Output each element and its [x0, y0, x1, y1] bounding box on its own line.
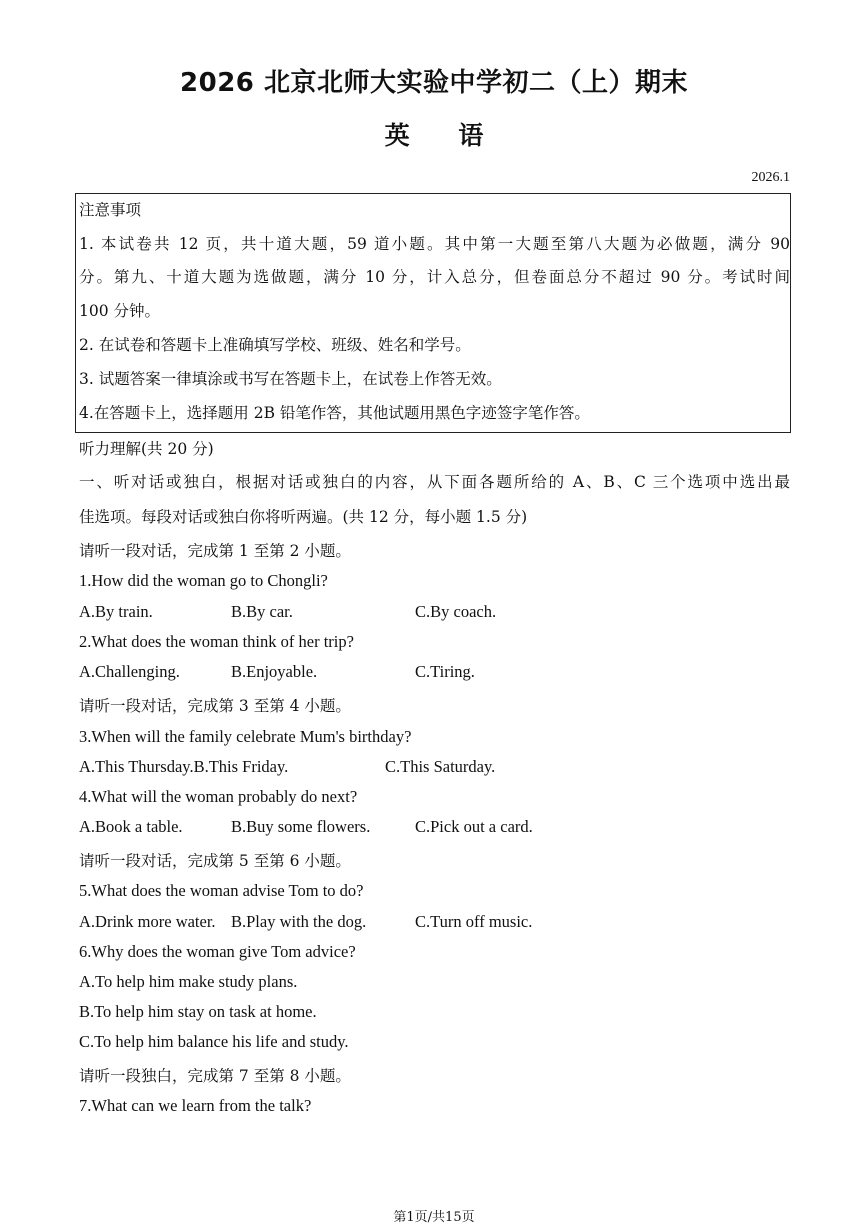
question-2: 2.What does the woman think of her trip? [79, 632, 354, 651]
notice-heading: 注意事项 [79, 201, 142, 219]
section-instruction-1: 一、听对话或独白，根据对话或独白的内容，从下面各题所给的 A、B、C 三个选项中选出最 [79, 473, 790, 491]
notice-box [75, 193, 791, 433]
section-instruction-2: 佳选项。每段对话或独白你将听两遍。(共 12 分，每小题 1.5 分) [79, 508, 528, 526]
q4-option-a: A.Book a table. [79, 817, 183, 836]
q6-option-c: C.To help him balance his life and study. [79, 1032, 349, 1051]
q1-option-a: A.By train. [79, 602, 153, 621]
q3-option-ab: A.This Thursday.B.This Friday. [79, 757, 289, 776]
notice-line-2: 分。第九、十道大题为选做题，满分 10 分，计入总分，但卷面总分不超过 90 分。考试时间 [79, 268, 790, 286]
q4-option-c: C.Pick out a card. [415, 817, 533, 836]
q2-option-a: A.Challenging. [79, 662, 180, 681]
question-1: 1.How did the woman go to Chongli? [79, 571, 328, 590]
q3-option-c: C.This Saturday. [385, 757, 496, 776]
q6-option-b: B.To help him stay on task at home. [79, 1002, 317, 1021]
q4-option-b: B.Buy some flowers. [231, 817, 371, 836]
notice-line-6: 4.在答题卡上，选择题用 2B 铅笔作答，其他试题用黑色字迹签字笔作答。 [79, 404, 590, 422]
q1-option-c: C.By coach. [415, 602, 497, 621]
q5-option-a: A.Drink more water. [79, 912, 216, 931]
exam-subject: 英 语 [384, 121, 484, 150]
exam-date: 2026.1 [751, 170, 790, 185]
q6-option-a: A.To help him make study plans. [79, 972, 298, 991]
question-3: 3.When will the family celebrate Mum's birthday? [79, 727, 412, 746]
notice-line-3: 100 分钟。 [79, 302, 161, 320]
notice-line-4: 2. 在试卷和答题卡上准确填写学校、班级、姓名和学号。 [79, 336, 471, 354]
q2-option-b: B.Enjoyable. [231, 662, 318, 681]
exam-title: 2026 北京北师大实验中学初二（上）期末 [180, 68, 688, 98]
question-6: 6.Why does the woman give Tom advice? [79, 942, 356, 961]
dialogue-prompt-3: 请听一段对话，完成第 5 至第 6 小题。 [79, 852, 351, 870]
dialogue-prompt-2: 请听一段对话，完成第 3 至第 4 小题。 [79, 697, 351, 715]
page-number: 第1页/共15页 [393, 1210, 475, 1225]
q2-option-c: C.Tiring. [415, 662, 475, 681]
q5-option-b: B.Play with the dog. [231, 912, 367, 931]
q5-option-c: C.Turn off music. [415, 912, 533, 931]
monologue-prompt-4: 请听一段独白，完成第 7 至第 8 小题。 [79, 1067, 351, 1085]
section-heading: 听力理解(共 20 分) [79, 440, 214, 458]
notice-line-1: 1. 本试卷共 12 页，共十道大题，59 道小题。其中第一大题至第八大题为必做题，满分 90 [79, 235, 790, 253]
question-5: 5.What does the woman advise Tom to do? [79, 881, 364, 900]
question-4: 4.What will the woman probably do next? [79, 787, 358, 806]
q1-option-b: B.By car. [231, 602, 293, 621]
notice-line-5: 3. 试题答案一律填涂或书写在答题卡上，在试卷上作答无效。 [79, 370, 502, 388]
question-7: 7.What can we learn from the talk? [79, 1096, 312, 1115]
dialogue-prompt-1: 请听一段对话，完成第 1 至第 2 小题。 [79, 542, 351, 560]
